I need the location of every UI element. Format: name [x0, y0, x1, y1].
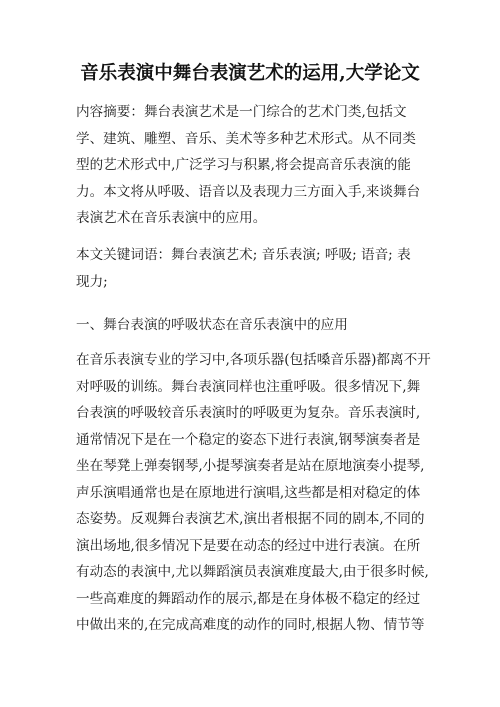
abstract-line: 表演艺术在音乐表演中的应用。: [76, 210, 267, 226]
abstract-line: 型的艺术形式中,广泛学习与积累,将会提高音乐表演的能: [76, 157, 411, 173]
body-line: 通常情况下是在一个稳定的姿态下进行表演,钢琴演奏者是: [76, 431, 421, 448]
document-title: 音乐表演中舞台表演艺术的运用,大学论文: [80, 63, 420, 84]
section-heading-block: [76, 312, 436, 339]
abstract-line: 内容摘要：舞台表演艺术是一门综合的艺术门类,包括文: [76, 104, 407, 120]
body-line: 对呼吸的训练。舞台表演同样也注重呼吸。很多情况下,舞: [76, 378, 421, 395]
body-line: 坐在琴凳上弹奏钢琴,小提琴演奏者是站在原地演奏小提琴,: [76, 458, 425, 474]
body-line: 中做出来的,在完成高难度的动作的同时,根据人物、情节等: [76, 617, 425, 633]
body-paragraph: [76, 347, 436, 639]
abstract-line: 学、建筑、雕塑、音乐、美术等多种艺术形式。从不同类: [76, 130, 416, 147]
keywords-line: 本文关键词语：舞台表演艺术; 音乐表演; 呼吸; 语音; 表: [76, 247, 411, 263]
section-heading: 一、舞台表演的呼吸状态在音乐表演中的应用: [76, 317, 348, 333]
keywords-paragraph: [76, 242, 436, 295]
body-line: 有动态的表演中,尤以舞蹈演员表演难度最大,由于很多时候,: [76, 564, 429, 580]
keywords-line: 现力;: [76, 273, 108, 290]
body-line: 演出场地,很多情况下是要在动态的经过中进行表演。在所: [76, 537, 421, 554]
body-line: 声乐演唱通常也是在原地进行演唱,这些都是相对稳定的体: [76, 484, 421, 501]
body-line: 台表演的呼吸较音乐表演时的呼吸更为复杂。音乐表演时,: [76, 405, 421, 421]
body-line: 态姿势。反观舞台表演艺术,演出者根据不同的剧本,不同的: [76, 511, 425, 527]
body-line: 一些高难度的舞蹈动作的展示,都是在身体极不稳定的经过: [76, 590, 421, 607]
abstract-line: 力。本文将从呼吸、语音以及表现力三方面入手,来谈舞台: [76, 183, 421, 200]
abstract-paragraph: [76, 99, 436, 232]
body-line: 在音乐表演专业的学习中,各项乐器(包括嗓音乐器)都离不开: [76, 352, 431, 368]
